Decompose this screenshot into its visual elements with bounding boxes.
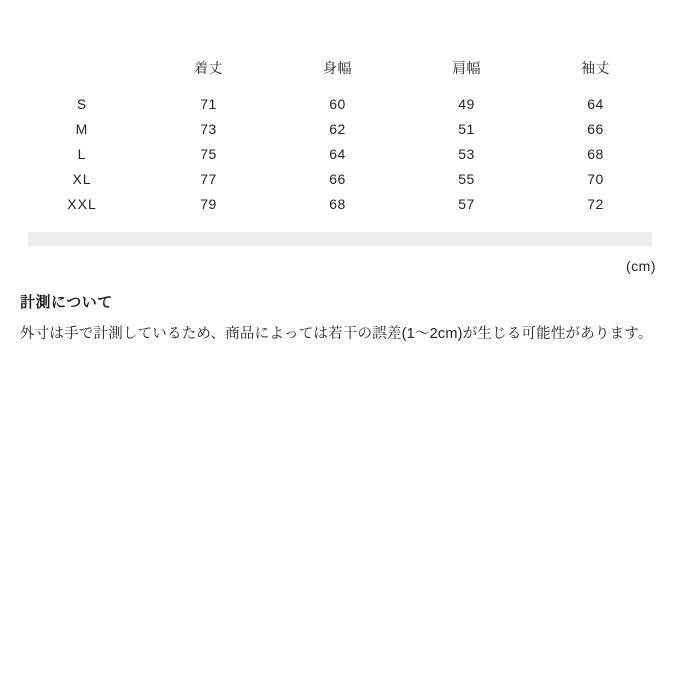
table-row — [20, 167, 660, 192]
cell-m-length: 73 — [200, 121, 217, 137]
table-row — [20, 142, 660, 167]
cell-xxl-shoulder: 57 — [458, 196, 475, 212]
row-label-xl: XL — [72, 171, 92, 187]
column-header-length: 着丈 — [194, 60, 223, 76]
cell-xl-width: 66 — [329, 171, 346, 187]
cell-l-shoulder: 53 — [458, 146, 475, 162]
measurement-notes — [20, 292, 666, 346]
cell-s-width: 60 — [329, 96, 346, 112]
cell-s-shoulder: 49 — [458, 96, 475, 112]
cell-xl-length: 77 — [200, 171, 217, 187]
row-label-m: M — [75, 121, 89, 137]
column-header-shoulder: 肩幅 — [452, 60, 481, 76]
cell-l-length: 75 — [200, 146, 217, 162]
cell-xl-shoulder: 55 — [458, 171, 475, 187]
column-header-sleeve: 袖丈 — [581, 60, 610, 76]
cell-xl-sleeve: 70 — [587, 171, 604, 187]
row-label-l: L — [77, 146, 87, 162]
unit-label: (cm) — [626, 258, 656, 274]
cell-s-length: 71 — [200, 96, 217, 112]
size-table-head — [20, 48, 660, 88]
row-label-xxl: XXL — [67, 196, 97, 212]
table-header-row — [20, 48, 660, 88]
cell-xxl-width: 68 — [329, 196, 346, 212]
cell-l-width: 64 — [329, 146, 346, 162]
cell-xxl-sleeve: 72 — [587, 196, 604, 212]
cell-l-sleeve: 68 — [587, 146, 604, 162]
notes-body: 外寸は手で計測しているため、商品によっては若干の誤差(1〜2cm)が生じる可能性があります。 — [20, 326, 653, 342]
table-footer-bar — [28, 232, 652, 246]
size-table-body — [20, 88, 660, 217]
size-table — [20, 48, 660, 217]
row-label-s: S — [76, 96, 88, 112]
cell-m-shoulder: 51 — [458, 121, 475, 137]
cell-s-sleeve: 64 — [587, 96, 604, 112]
cell-m-sleeve: 66 — [587, 121, 604, 137]
table-row — [20, 88, 660, 117]
table-row — [20, 117, 660, 142]
column-header-width: 身幅 — [323, 60, 352, 76]
table-row — [20, 192, 660, 217]
column-header-size — [20, 48, 144, 88]
cell-m-width: 62 — [329, 121, 346, 137]
notes-title: 計測について — [20, 294, 113, 311]
cell-xxl-length: 79 — [200, 196, 217, 212]
